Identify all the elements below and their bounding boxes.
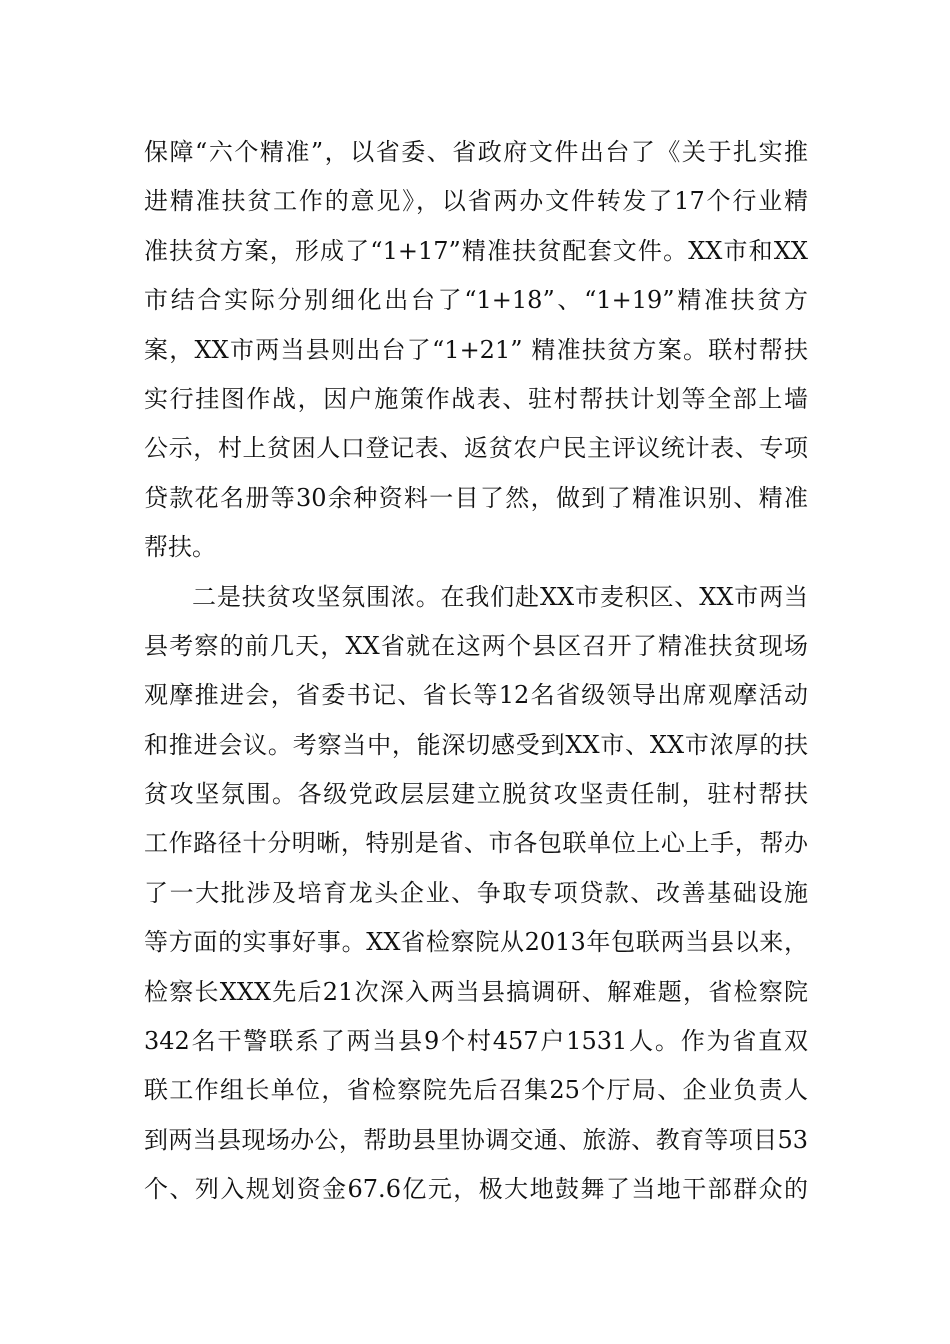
text-line: 市结合实际分别细化出台了“1+18”、“1+19”精准扶贫方 — [144, 286, 808, 315]
text-line: 工作路径十分明晰，特别是省、市各包联单位上心上手，帮办 — [144, 829, 808, 858]
text-line: 进精准扶贫工作的意见》，以省两办文件转发了17个行业精 — [144, 187, 808, 216]
text-line: 342名干警联系了两当县9个村457户1531人。作为省直双 — [144, 1027, 808, 1056]
text-line: 了一大批涉及培育龙头企业、争取专项贷款、改善基础设施 — [144, 878, 808, 907]
paragraph-first-line: 二是扶贫攻坚氛围浓。在我们赴XX市麦积区、XX市两当 — [192, 582, 808, 611]
text-line: 贷款花名册等30余种资料一目了然，做到了精准识别、精准 — [144, 483, 808, 512]
text-line: 公示，村上贫困人口登记表、返贫农户民主评议统计表、专项 — [144, 434, 808, 463]
text-line: 个、列入规划资金67.6亿元，极大地鼓舞了当地干部群众的 — [144, 1175, 808, 1204]
text-line: 县考察的前几天，XX省就在这两个县区召开了精准扶贫现场 — [144, 631, 808, 660]
text-line: 贫攻坚氛围。各级党政层层建立脱贫攻坚责任制，驻村帮扶 — [144, 780, 808, 809]
text-line: 保障“六个精准”，以省委、省政府文件出台了《关于扎实推 — [144, 138, 808, 166]
text-line: 和推进会议。考察当中，能深切感受到XX市、XX市浓厚的扶 — [144, 730, 808, 759]
text-line: 检察长XXX先后21次深入两当县搞调研、解难题，省检察院 — [144, 977, 808, 1006]
paragraph-end-line: 帮扶。 — [144, 533, 216, 562]
text-line: 案，XX市两当县则出台了“1+21” 精准扶贫方案。联村帮扶 — [144, 335, 808, 364]
text-line: 到两当县现场办公，帮助县里协调交通、旅游、教育等项目53 — [144, 1125, 808, 1154]
text-line: 观摩推进会，省委书记、省长等12名省级领导出席观摩活动 — [144, 681, 808, 710]
body-text — [144, 128, 808, 1215]
text-line: 联工作组长单位，省检察院先后召集25个厅局、企业负责人 — [144, 1076, 808, 1105]
text-line: 准扶贫方案，形成了“1+17”精准扶贫配套文件。XX市和XX — [144, 236, 808, 265]
text-line: 实行挂图作战，因户施策作战表、驻村帮扶计划等全部上墙 — [144, 384, 808, 413]
text-line: 等方面的实事好事。XX省检察院从2013年包联两当县以来， — [144, 928, 808, 957]
